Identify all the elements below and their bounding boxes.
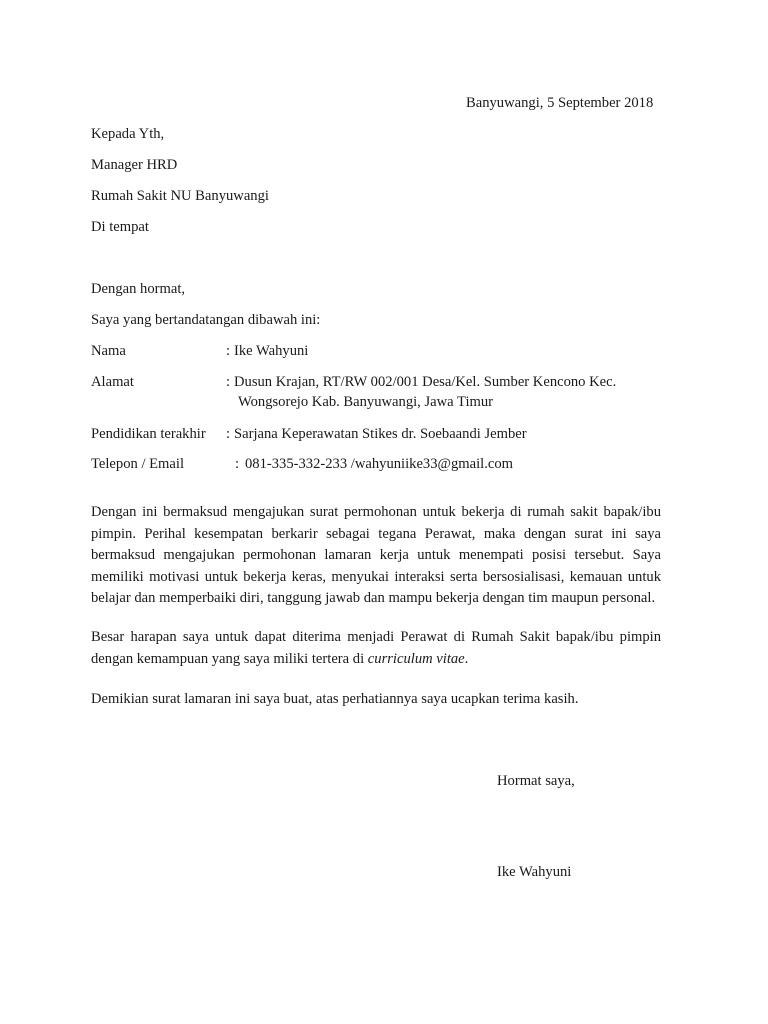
- recipient-greeting: Kepada Yth,: [91, 126, 165, 142]
- field-separator: :: [226, 374, 231, 390]
- field-value-address-line1: Dusun Krajan, RT/RW 002/001 Desa/Kel. Sumber Kencono Kec.: [234, 374, 617, 390]
- body-paragraph-1: Dengan ini bermaksud mengajukan surat permohonan untuk bekerja di rumah sakit bapak/ibu pimpin. Perihal kesempatan berkarir sebagai tegana Perawat, maka dengan surat ini saya bermaksud mengajukan permohonan lamaran kerja untuk menempati posisi tersebut. Saya memiliki motivasi untuk bekerja keras, menyukai interaksi serta bersosialisasi, kemauan untuk belajar dan memperbaiki diri, tanggung jawab dan mampu bekerja dengan tim maupun personal.: [91, 504, 661, 606]
- field-value-education: Sarjana Keperawatan Stikes dr. Soebaandi Jember: [234, 426, 527, 442]
- sign-off: Hormat saya,: [497, 773, 575, 789]
- body-paragraph-2-end: .: [464, 650, 469, 667]
- field-label-name: Nama: [91, 343, 126, 359]
- place-date: Banyuwangi, 5 September 2018: [466, 95, 654, 111]
- field-separator: :: [235, 456, 240, 472]
- curriculum-vitae-text: curriculum vitae: [367, 650, 465, 667]
- field-value-address-line2: Wongsorejo Kab. Banyuwangi, Jawa Timur: [238, 394, 494, 410]
- field-separator: :: [226, 343, 231, 359]
- field-separator: :: [226, 426, 231, 442]
- salutation: Dengan hormat,: [91, 281, 186, 297]
- field-value-name: Ike Wahyuni: [234, 343, 309, 359]
- recipient-organization: Rumah Sakit NU Banyuwangi: [91, 188, 269, 204]
- body-paragraph-2-text: Besar harapan saya untuk dapat diterima menjadi Perawat di Rumah Sakit bapak/ibu pimpin dengan kemampuan yang saya miliki tertera di: [91, 629, 661, 667]
- recipient-location: Di tempat: [91, 219, 149, 235]
- field-label-address: Alamat: [91, 374, 134, 390]
- intro-line: Saya yang bertandatangan dibawah ini:: [91, 312, 321, 328]
- recipient-title: Manager HRD: [91, 157, 178, 173]
- field-value-contact: 081-335-332-233 /wahyuniike33@gmail.com: [245, 456, 513, 472]
- closing-sentence: Demikian surat lamaran ini saya buat, atas perhatiannya saya ucapkan terima kasih.: [91, 691, 579, 707]
- body-paragraph-2: [91, 627, 661, 670]
- field-label-education: Pendidikan terakhir: [91, 426, 206, 442]
- field-label-contact: Telepon / Email: [91, 456, 184, 472]
- signature-name: Ike Wahyuni: [497, 864, 572, 880]
